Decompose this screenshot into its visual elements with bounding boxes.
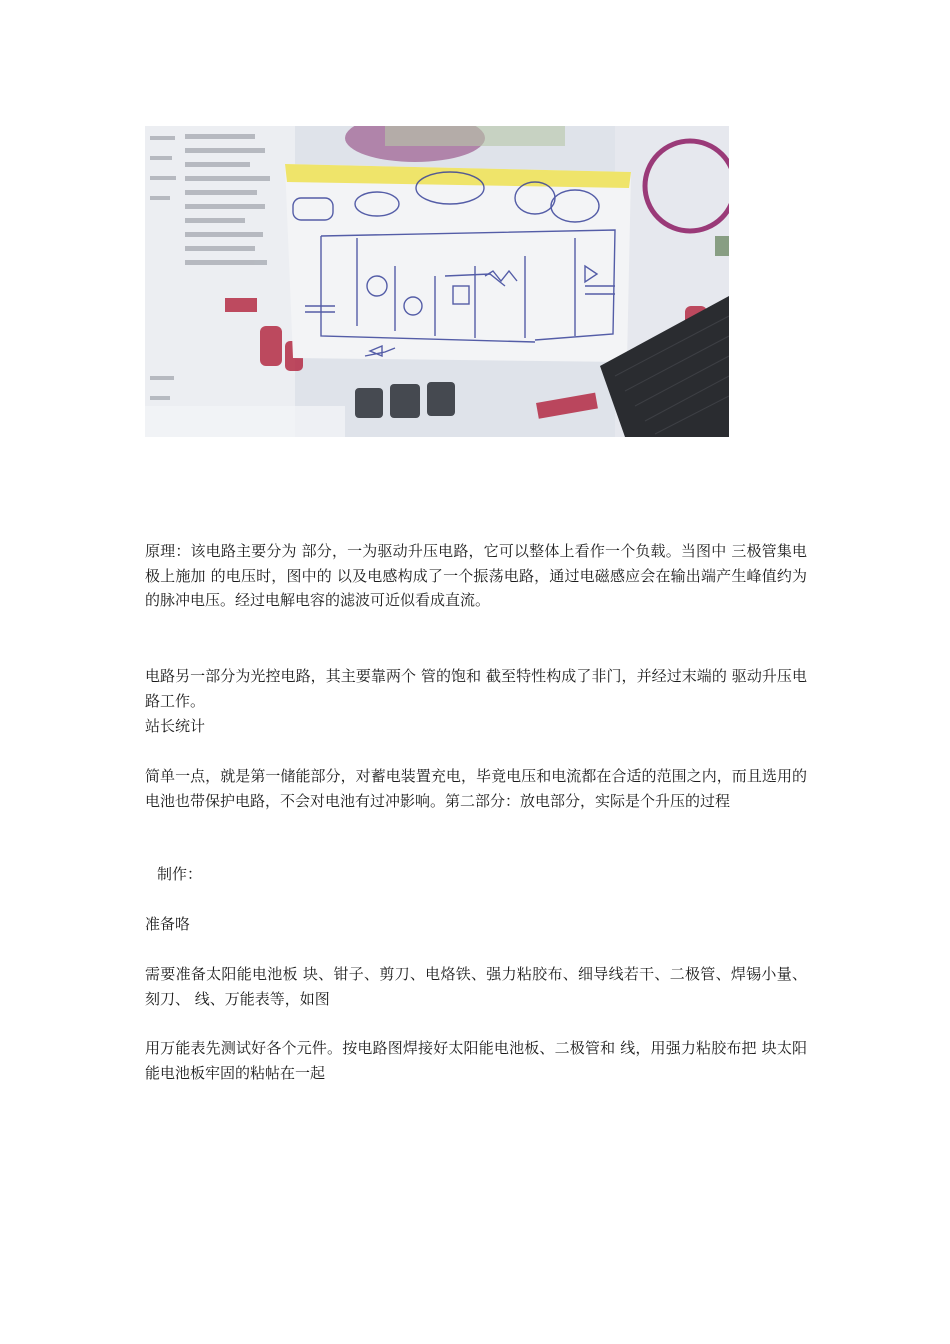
paragraph-stats [145,714,807,739]
paragraph-text: 简单一点，就是第一储能部分，对蓄电装置充电，毕竟电压和电流都在合适的范围之内，而且选用的电池也带保护电路，不会对电池有过冲影响。第二部分：放电部分，实际是个升压的过程 [145,767,807,810]
circuit-sketch-photo-icon [145,126,729,437]
paragraph-prepare [145,912,807,937]
paragraph-light-control [145,664,807,713]
paragraph-testing [145,1036,807,1085]
paragraph-text: 站长统计 [145,717,206,735]
paragraph-text: 电路另一部分为光控电路，其主要靠两个 管的饱和 截至特性构成了非门，并经过末端的 驱动升压电路工作。 [145,667,807,710]
paragraph-text: 准备咯 [145,915,191,933]
paragraph-summary [145,764,807,813]
paragraph-text: 用万能表先测试好各个元件。按电路图焊接好太阳能电池板、二极管和 线，用强力粘胶布把 块太阳能电池板牢固的粘帖在一起 [145,1039,807,1082]
paragraph-text: 原理：该电路主要分为 部分，一为驱动升压电路，它可以整体上看作一个负载。当图中 三极管集电极上施加 的电压时，图中的 以及电感构成了一个振荡电路，通过电磁感应会在输出端产生峰值约为 的脉冲电压。经过电解电容的滤波可近似看成直流。 [145,542,807,609]
paragraph-principle [145,539,807,613]
paragraph-materials [145,962,807,1011]
circuit-photo [145,126,729,437]
paragraph-making [145,862,819,887]
paragraph-text: 需要准备太阳能电池板 块、钳子、剪刀、电烙铁、强力粘胶布、细导线若干、二极管、焊锡小量、刻刀、 线、万能表等，如图 [145,965,807,1008]
paragraph-text: 制作： [157,865,203,883]
